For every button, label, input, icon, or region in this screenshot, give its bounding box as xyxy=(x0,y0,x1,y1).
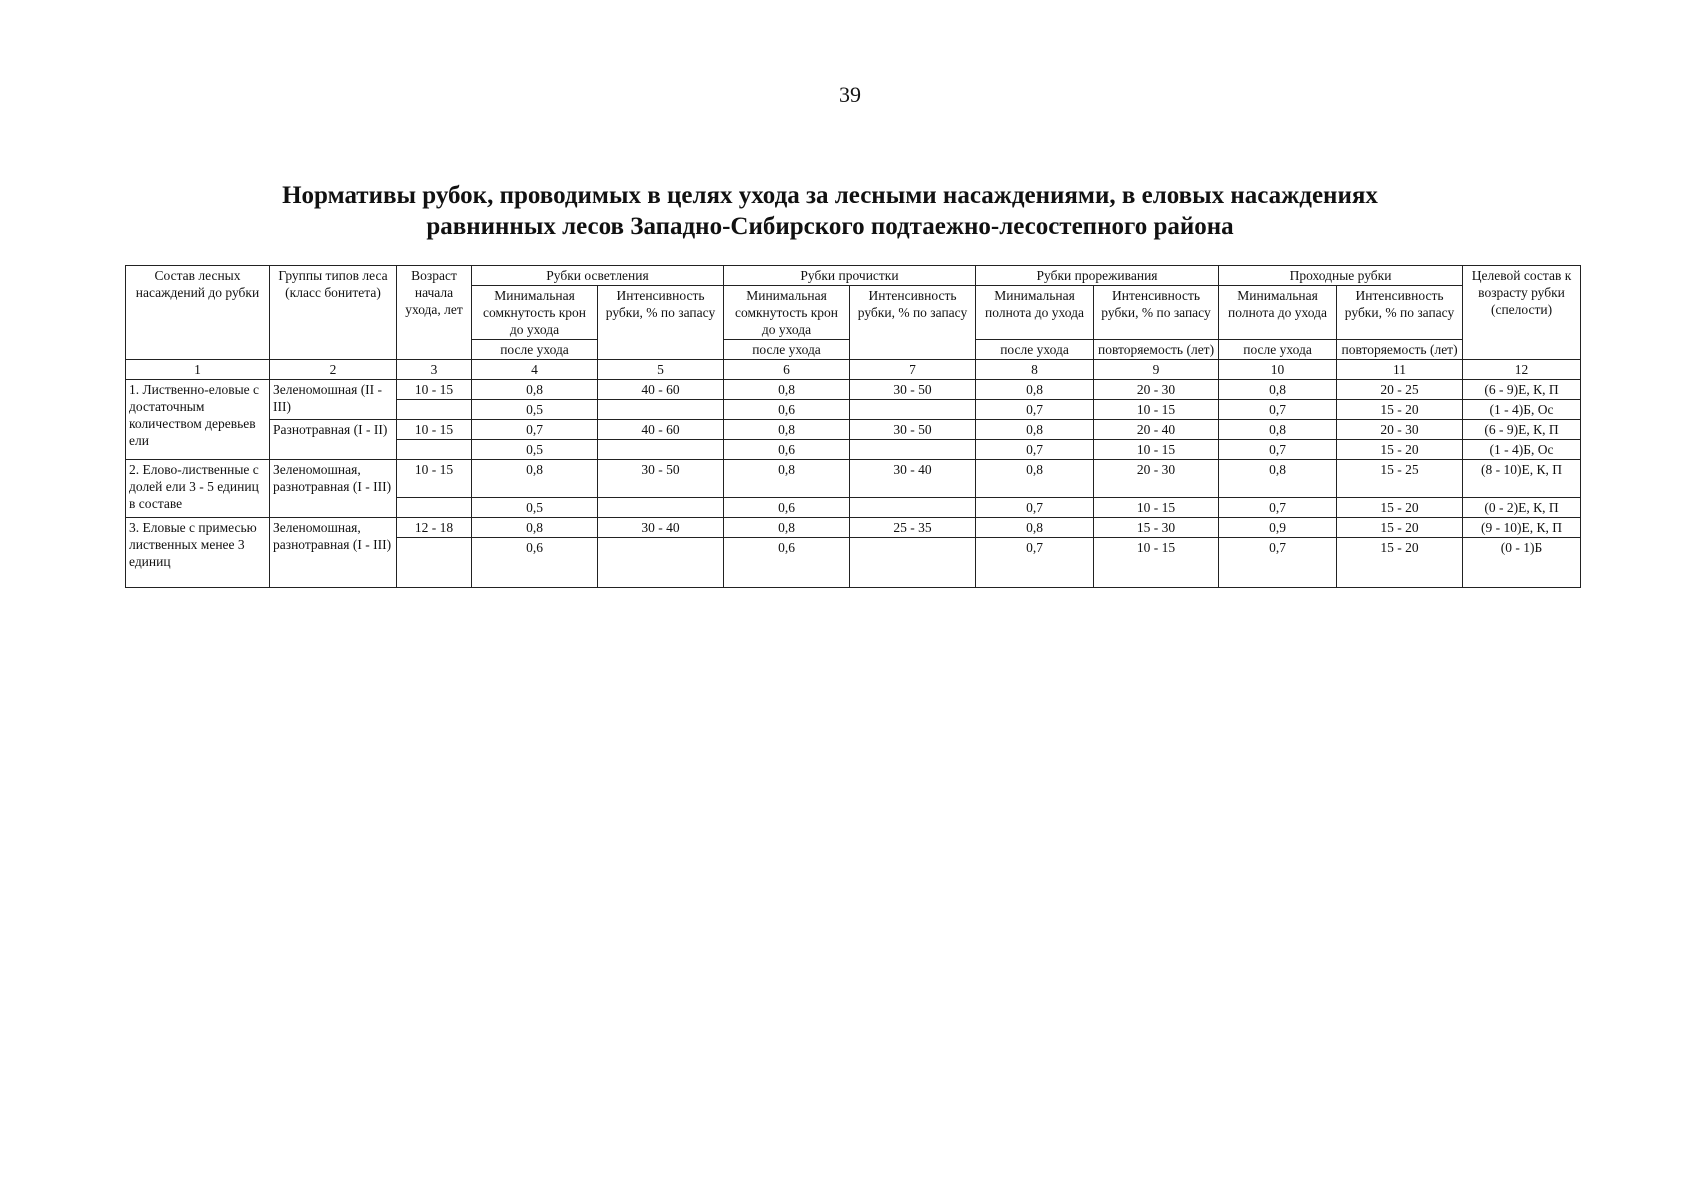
cell-proch-intensity: 25 - 35 xyxy=(850,518,976,538)
cell-age: 10 - 15 xyxy=(397,380,472,400)
cell-osv-intensity: 40 - 60 xyxy=(598,380,724,400)
header-group-prochistka: Рубки прочистки xyxy=(724,266,976,286)
cell-empty xyxy=(850,538,976,588)
cell-osv-before: 0,8 xyxy=(472,460,598,498)
cell-prohod-before: 0,8 xyxy=(1219,460,1337,498)
table-row xyxy=(126,460,1581,498)
cell-target-after: (0 - 1)Б xyxy=(1463,538,1581,588)
cell-osv-after: 0,5 xyxy=(472,498,598,518)
cell-osv-before: 0,8 xyxy=(472,380,598,400)
cell-prorezh-before: 0,8 xyxy=(976,420,1094,440)
cell-proch-intensity: 30 - 50 xyxy=(850,420,976,440)
cell-forest-type: Зеленомошная, разнотравная (I - III) xyxy=(270,518,397,588)
norms-table-wrapper xyxy=(125,265,1580,588)
cell-prohod-before: 0,8 xyxy=(1219,420,1337,440)
cell-empty xyxy=(598,400,724,420)
header-group-prohodnye: Проходные рубки xyxy=(1219,266,1463,286)
header-composition: Состав лесных насаждений до рубки xyxy=(126,266,270,360)
cell-prorezh-before: 0,8 xyxy=(976,460,1094,498)
cell-prorezh-after: 0,7 xyxy=(976,440,1094,460)
column-number: 1 xyxy=(126,360,270,380)
cell-age: 10 - 15 xyxy=(397,460,472,498)
page-title xyxy=(100,180,1560,242)
cell-prohod-intensity: 20 - 30 xyxy=(1337,420,1463,440)
cell-forest-type: Зеленомошная, разнотравная (I - III) xyxy=(270,460,397,518)
cell-prohod-intensity: 15 - 25 xyxy=(1337,460,1463,498)
table-row xyxy=(126,380,1581,400)
cell-target-after: (0 - 2)Е, К, П xyxy=(1463,498,1581,518)
cell-prohod-after: 0,7 xyxy=(1219,538,1337,588)
cell-empty xyxy=(598,538,724,588)
cell-forest-type: Зеленомошная (II - III) xyxy=(270,380,397,420)
header-group-osvetlenie: Рубки осветления xyxy=(472,266,724,286)
cell-prohod-repeat: 15 - 20 xyxy=(1337,440,1463,460)
cell-prohod-intensity: 20 - 25 xyxy=(1337,380,1463,400)
cell-prorezh-intensity: 20 - 30 xyxy=(1094,380,1219,400)
cell-empty xyxy=(850,440,976,460)
header-proch-min-crown: Минимальная сомкнутость крон до ухода xyxy=(724,286,850,340)
cell-proch-after: 0,6 xyxy=(724,498,850,518)
cell-empty xyxy=(598,498,724,518)
column-numbers-row xyxy=(126,360,1581,380)
cell-prorezh-before: 0,8 xyxy=(976,380,1094,400)
cell-prohod-after: 0,7 xyxy=(1219,498,1337,518)
cell-prohod-before: 0,9 xyxy=(1219,518,1337,538)
cell-prorezh-repeat: 10 - 15 xyxy=(1094,498,1219,518)
cell-composition: 1. Лиственно-еловые с достаточным количеством деревьев ели xyxy=(126,380,270,460)
norms-table xyxy=(125,265,1581,588)
cell-prohod-repeat: 15 - 20 xyxy=(1337,400,1463,420)
header-row-groups xyxy=(126,266,1581,286)
cell-target-after: (1 - 4)Б, Ос xyxy=(1463,400,1581,420)
column-number: 4 xyxy=(472,360,598,380)
header-prohod-intensity: Интенсивность рубки, % по запасу xyxy=(1337,286,1463,340)
cell-target-after: (1 - 4)Б, Ос xyxy=(1463,440,1581,460)
cell-target: (6 - 9)Е, К, П xyxy=(1463,420,1581,440)
cell-prohod-after: 0,7 xyxy=(1219,400,1337,420)
cell-age: 10 - 15 xyxy=(397,420,472,440)
header-prorezh-after: после ухода xyxy=(976,340,1094,360)
column-number: 7 xyxy=(850,360,976,380)
header-prohod-repeat: повторяемость (лет) xyxy=(1337,340,1463,360)
header-proch-intensity: Интенсивность рубки, % по запасу xyxy=(850,286,976,360)
cell-prorezh-after: 0,7 xyxy=(976,538,1094,588)
cell-prorezh-after: 0,7 xyxy=(976,498,1094,518)
header-start-age: Возраст начала ухода, лет xyxy=(397,266,472,360)
cell-empty xyxy=(850,400,976,420)
cell-osv-after: 0,5 xyxy=(472,400,598,420)
header-prorezh-intensity: Интенсивность рубки, % по запасу xyxy=(1094,286,1219,340)
cell-osv-intensity: 30 - 50 xyxy=(598,460,724,498)
cell-prorezh-repeat: 10 - 15 xyxy=(1094,400,1219,420)
cell-proch-after: 0,6 xyxy=(724,440,850,460)
cell-proch-intensity: 30 - 40 xyxy=(850,460,976,498)
cell-age-empty xyxy=(397,400,472,420)
cell-age-empty xyxy=(397,538,472,588)
cell-prorezh-intensity: 20 - 40 xyxy=(1094,420,1219,440)
cell-osv-after: 0,5 xyxy=(472,440,598,460)
cell-age: 12 - 18 xyxy=(397,518,472,538)
title-line-2: равнинных лесов Западно-Сибирского подтаежно-лесостепного района xyxy=(426,213,1234,240)
cell-forest-type: Разнотравная (I - II) xyxy=(270,420,397,460)
cell-osv-before: 0,8 xyxy=(472,518,598,538)
column-number: 12 xyxy=(1463,360,1581,380)
cell-proch-after: 0,6 xyxy=(724,538,850,588)
header-group-prorezhivanie: Рубки прореживания xyxy=(976,266,1219,286)
cell-proch-before: 0,8 xyxy=(724,380,850,400)
cell-osv-before: 0,7 xyxy=(472,420,598,440)
column-number: 6 xyxy=(724,360,850,380)
column-number: 3 xyxy=(397,360,472,380)
header-forest-type: Группы типов леса (класс бонитета) xyxy=(270,266,397,360)
cell-osv-after: 0,6 xyxy=(472,538,598,588)
cell-prorezh-intensity: 20 - 30 xyxy=(1094,460,1219,498)
header-osv-intensity: Интенсивность рубки, % по запасу xyxy=(598,286,724,360)
cell-prohod-before: 0,8 xyxy=(1219,380,1337,400)
cell-proch-before: 0,8 xyxy=(724,460,850,498)
cell-prorezh-before: 0,8 xyxy=(976,518,1094,538)
header-target-composition: Целевой состав к возрасту рубки (спелости) xyxy=(1463,266,1581,360)
cell-prorezh-intensity: 15 - 30 xyxy=(1094,518,1219,538)
header-osv-after: после ухода xyxy=(472,340,598,360)
column-number: 11 xyxy=(1337,360,1463,380)
cell-prorezh-after: 0,7 xyxy=(976,400,1094,420)
cell-prohod-repeat: 15 - 20 xyxy=(1337,538,1463,588)
column-number: 8 xyxy=(976,360,1094,380)
column-number: 5 xyxy=(598,360,724,380)
cell-target: (6 - 9)Е, К, П xyxy=(1463,380,1581,400)
cell-prohod-repeat: 15 - 20 xyxy=(1337,498,1463,518)
cell-osv-intensity: 30 - 40 xyxy=(598,518,724,538)
column-number: 10 xyxy=(1219,360,1337,380)
cell-prorezh-repeat: 10 - 15 xyxy=(1094,440,1219,460)
header-prorezh-min-density: Минимальная полнота до ухода xyxy=(976,286,1094,340)
cell-prohod-after: 0,7 xyxy=(1219,440,1337,460)
cell-target: (8 - 10)Е, К, П xyxy=(1463,460,1581,498)
cell-age-empty xyxy=(397,498,472,518)
header-prorezh-repeat: повторяемость (лет) xyxy=(1094,340,1219,360)
cell-target: (9 - 10)Е, К, П xyxy=(1463,518,1581,538)
cell-age-empty xyxy=(397,440,472,460)
header-osv-min-crown: Минимальная сомкнутость крон до ухода xyxy=(472,286,598,340)
cell-proch-before: 0,8 xyxy=(724,518,850,538)
cell-osv-intensity: 40 - 60 xyxy=(598,420,724,440)
cell-composition: 3. Еловые с примесью лиственных менее 3 единиц xyxy=(126,518,270,588)
page-number: 39 xyxy=(839,82,861,107)
column-number: 9 xyxy=(1094,360,1219,380)
cell-proch-intensity: 30 - 50 xyxy=(850,380,976,400)
cell-proch-after: 0,6 xyxy=(724,400,850,420)
cell-composition: 2. Елово-лиственные с долей ели 3 - 5 единиц в составе xyxy=(126,460,270,518)
cell-prorezh-repeat: 10 - 15 xyxy=(1094,538,1219,588)
title-line-1: Нормативы рубок, проводимых в целях ухода за лесными насаждениями, в еловых насаждениях xyxy=(282,182,1378,209)
cell-proch-before: 0,8 xyxy=(724,420,850,440)
table-row xyxy=(126,518,1581,538)
cell-prohod-intensity: 15 - 20 xyxy=(1337,518,1463,538)
header-prohod-min-density: Минимальная полнота до ухода xyxy=(1219,286,1337,340)
cell-empty xyxy=(598,440,724,460)
header-proch-after: после ухода xyxy=(724,340,850,360)
table-row xyxy=(126,420,1581,440)
cell-empty xyxy=(850,498,976,518)
column-number: 2 xyxy=(270,360,397,380)
header-prohod-after: после ухода xyxy=(1219,340,1337,360)
